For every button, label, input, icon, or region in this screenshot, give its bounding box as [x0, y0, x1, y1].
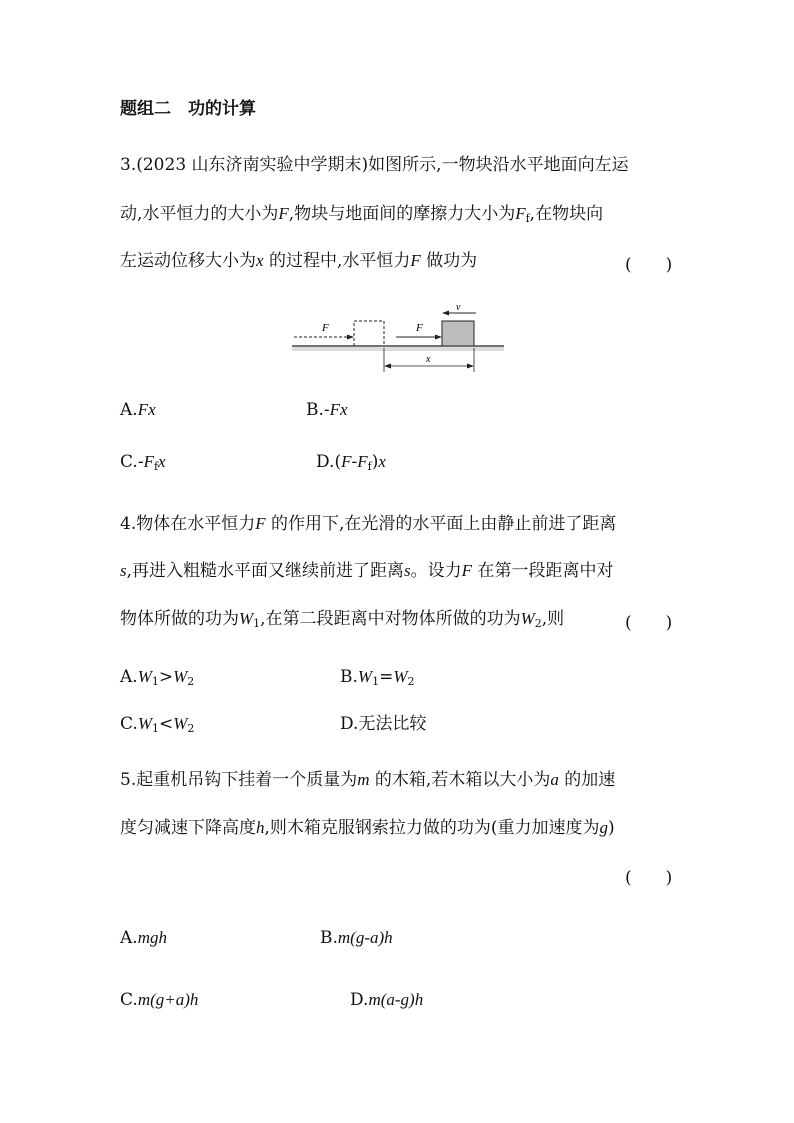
q5-line-2: 度匀减速下降高度h,则木箱克服钢索拉力做的功为(重力加速度为g) — [120, 818, 615, 838]
q5-line-1: 5.起重机吊钩下挂着一个质量为m 的木箱,若木箱以大小为a 的加速 — [120, 770, 616, 790]
label-F-left: F — [322, 322, 329, 334]
q4-option-d[interactable]: D.无法比较 — [340, 714, 427, 734]
q5-option-c[interactable]: C.m(g+a)h — [120, 990, 199, 1010]
q3-line-2: 动,水平恒力的大小为F,物块与地面间的摩擦力大小为$F_f$,在物块向 — [120, 204, 604, 225]
q3-source: (2023 山东济南实验中学期末) — [136, 155, 369, 175]
q5-option-a[interactable]: A.mgh — [120, 928, 167, 948]
q4-answer-blank: ( ) — [625, 613, 673, 633]
q3-line-1: 3.(2023 山东济南实验中学期末)如图所示,一物块沿水平地面向左运 — [120, 155, 629, 175]
q5-number: 5. — [120, 770, 137, 790]
q3-answer-blank: ( ) — [625, 255, 673, 275]
block — [442, 321, 474, 346]
q4-option-b[interactable]: $B.W_1=W_2$ — [340, 667, 415, 688]
q3-number: 3. — [120, 155, 137, 175]
q3-line-3: 左运动位移大小为x 的过程中,水平恒力F 做功为 — [120, 251, 478, 271]
q5-option-b[interactable]: B.m(g-a)h — [320, 928, 393, 948]
label-x: x — [426, 354, 431, 365]
dashed-block — [354, 321, 384, 346]
ground-hatching — [292, 348, 504, 350]
label-F-right: F — [416, 322, 423, 334]
q3-option-c[interactable]: $C.-F_fx$ — [120, 452, 166, 473]
q4-option-c[interactable]: $C.W_1<W_2$ — [120, 714, 195, 735]
section-title: 题组二 功的计算 — [120, 99, 256, 119]
q4-line-1: 4.物体在水平恒力F 的作用下,在光滑的水平面上由静止前进了距离 — [120, 514, 617, 534]
q3-option-b[interactable]: B.-Fx — [306, 400, 348, 420]
q4-number: 4. — [120, 514, 137, 534]
q5-option-d[interactable]: D.m(a-g)h — [350, 990, 424, 1010]
q3-option-d[interactable]: $D.(F-F_f)x$ — [316, 452, 386, 473]
q5-answer-blank: ( ) — [625, 868, 673, 888]
q3-option-a[interactable]: A.Fx — [120, 400, 156, 420]
q4-line-2: s,再进入粗糙水平面又继续前进了距离s。设力F 在第一段距离中对 — [120, 561, 614, 581]
q3-figure — [290, 300, 510, 380]
q4-option-a[interactable]: $A.W_1>W_2$ — [120, 667, 195, 688]
label-v: v — [456, 302, 461, 313]
q4-line-3: 物体所做的功为$W_1$,在第二段距离中对物体所做的功为$W_2$,则 — [120, 609, 565, 630]
